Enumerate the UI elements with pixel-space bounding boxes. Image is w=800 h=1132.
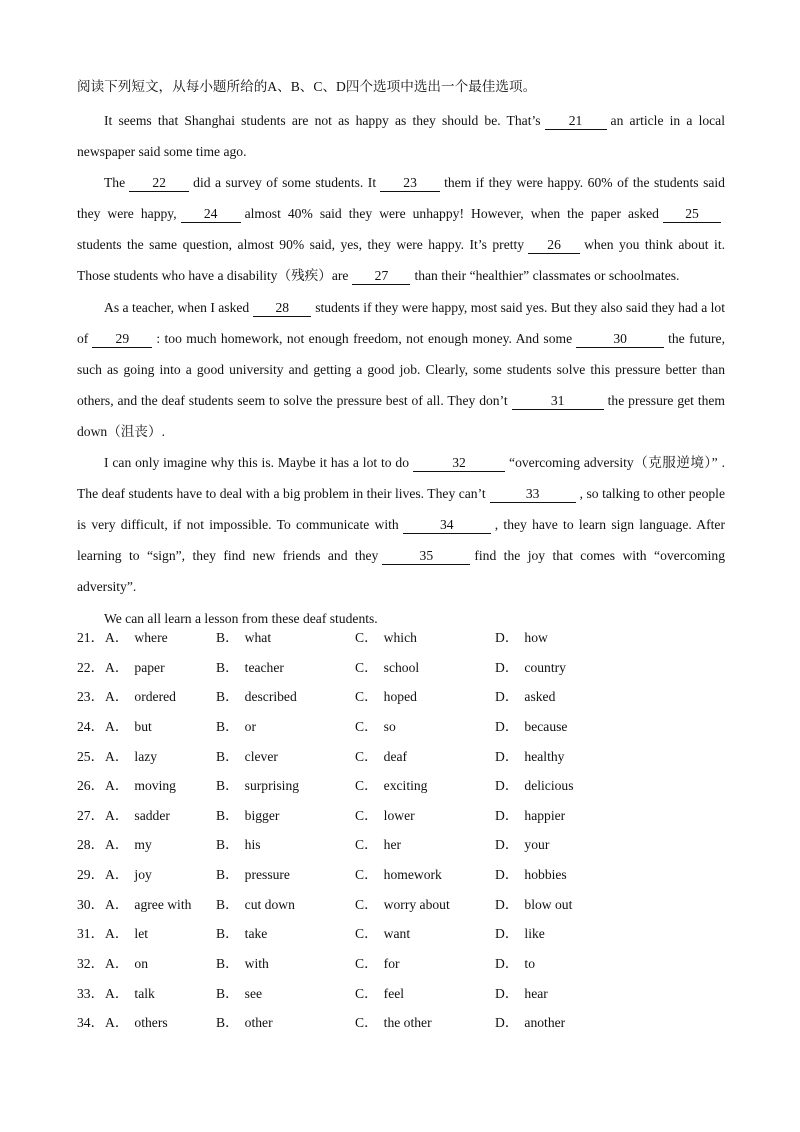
option-b[interactable] — [216, 656, 284, 676]
option-label: B． — [216, 718, 239, 734]
instruction-text: 阅读下列短文，从每小题所给的A、B、C、D四个选项中选出一个最佳选项。 — [77, 79, 537, 94]
option-c[interactable] — [355, 804, 415, 824]
option-text: other — [244, 1015, 273, 1031]
option-text: want — [383, 926, 411, 942]
option-text: talk — [134, 985, 155, 1001]
blank-26: 26 — [528, 236, 580, 254]
question-number: 34． — [77, 1015, 105, 1031]
option-label: D． — [495, 896, 519, 912]
question-row — [77, 745, 737, 775]
option-label: A． — [105, 778, 129, 794]
option-text: the other — [383, 1015, 432, 1031]
option-label: A． — [105, 748, 129, 764]
blank-31: 31 — [512, 392, 604, 410]
option-label: B． — [216, 837, 239, 853]
option-label: D． — [495, 718, 519, 734]
question-row — [77, 893, 737, 923]
option-text: teacher — [244, 659, 284, 675]
option-b[interactable] — [216, 626, 271, 646]
option-label: B． — [216, 985, 239, 1001]
option-text: moving — [134, 778, 176, 794]
blank-34: 34 — [403, 516, 491, 534]
option-text: another — [524, 1015, 566, 1031]
option-label: A． — [105, 956, 129, 972]
blank-25: 25 — [663, 205, 721, 223]
option-c[interactable] — [355, 774, 427, 794]
option-label: A． — [105, 1015, 129, 1031]
option-a[interactable] — [105, 893, 191, 913]
option-a[interactable] — [105, 745, 157, 765]
question-row — [77, 922, 737, 952]
paragraph-5: We can all learn a lesson from these deaf students. — [104, 610, 378, 626]
option-text: blow out — [524, 896, 573, 912]
option-text: agree with — [134, 896, 192, 912]
option-text: others — [134, 1015, 168, 1031]
option-text: but — [134, 718, 152, 734]
option-d[interactable] — [495, 626, 548, 646]
question-row — [77, 626, 737, 656]
option-label: D． — [495, 778, 519, 794]
option-label: B． — [216, 689, 239, 705]
option-c[interactable] — [355, 626, 417, 646]
option-c[interactable] — [355, 922, 410, 942]
option-c[interactable] — [355, 982, 404, 1002]
option-b[interactable] — [216, 893, 295, 913]
option-label: D． — [495, 1015, 519, 1031]
option-b[interactable] — [216, 685, 297, 705]
option-label: D． — [495, 659, 519, 675]
passage — [77, 105, 725, 634]
blank-35: 35 — [382, 547, 470, 565]
option-label: C． — [355, 659, 378, 675]
option-text: lower — [383, 807, 415, 823]
option-text: to — [524, 956, 535, 972]
option-label: B． — [216, 896, 239, 912]
option-text: worry about — [383, 896, 450, 912]
option-text: ordered — [134, 689, 176, 705]
option-text: how — [524, 630, 548, 645]
option-a[interactable] — [105, 626, 168, 646]
option-text: like — [524, 926, 545, 942]
option-b[interactable] — [216, 1011, 273, 1031]
blank-30: 30 — [576, 330, 664, 348]
blank-22: 22 — [129, 174, 189, 192]
option-text: take — [244, 926, 268, 942]
option-b[interactable] — [216, 833, 261, 853]
question-row — [77, 656, 737, 686]
question-number: 25． — [77, 748, 105, 764]
option-label: B． — [216, 1015, 239, 1031]
option-b[interactable] — [216, 715, 256, 735]
option-text: joy — [134, 867, 152, 883]
option-label: A． — [105, 985, 129, 1001]
option-d[interactable] — [495, 685, 555, 705]
option-b[interactable] — [216, 804, 279, 824]
option-a[interactable] — [105, 863, 152, 883]
option-a[interactable] — [105, 982, 155, 1002]
option-a[interactable] — [105, 922, 148, 942]
option-text: happier — [524, 807, 566, 823]
question-row — [77, 1011, 737, 1041]
question-number: 23． — [77, 689, 105, 705]
option-text: with — [244, 956, 269, 972]
question-row — [77, 982, 737, 1012]
option-label: B． — [216, 926, 239, 942]
option-text: on — [134, 956, 149, 972]
option-a[interactable] — [105, 1011, 168, 1031]
option-text: asked — [524, 689, 556, 705]
option-a[interactable] — [105, 804, 170, 824]
option-label: A． — [105, 896, 129, 912]
option-label: B． — [216, 748, 239, 764]
option-b[interactable] — [216, 745, 278, 765]
option-label: A． — [105, 689, 129, 705]
option-a[interactable] — [105, 715, 152, 735]
option-c[interactable] — [355, 952, 400, 972]
question-list — [77, 626, 737, 1041]
option-label: A． — [105, 867, 129, 883]
option-label: B． — [216, 630, 239, 645]
option-a[interactable] — [105, 656, 165, 676]
option-text: hobbies — [524, 867, 567, 883]
option-b[interactable] — [216, 952, 269, 972]
option-label: B． — [216, 807, 239, 823]
option-text: because — [524, 718, 568, 734]
option-label: D． — [495, 689, 519, 705]
option-d[interactable] — [495, 715, 567, 735]
question-row — [77, 685, 737, 715]
option-label: B． — [216, 778, 239, 794]
blank-24: 24 — [181, 205, 241, 223]
option-label: C． — [355, 837, 378, 853]
option-text: country — [524, 659, 566, 675]
option-text: healthy — [524, 748, 565, 764]
option-c[interactable] — [355, 656, 419, 676]
option-text: clever — [244, 748, 278, 764]
option-text: described — [244, 689, 297, 705]
question-row — [77, 715, 737, 745]
blank-28: 28 — [253, 299, 311, 317]
option-label: B． — [216, 659, 239, 675]
option-a[interactable] — [105, 774, 176, 794]
option-d[interactable] — [495, 804, 565, 824]
option-a[interactable] — [105, 833, 152, 853]
option-label: C． — [355, 926, 378, 942]
option-label: A． — [105, 659, 129, 675]
paragraph-4: I can only imagine why this is. Maybe it has a lot to do 32 “overcoming adversity（克服逆境）” . The deaf students have to deal with a big problem in their lives. They can’t 33 , so talking to other people is very difficult, if not impossible. To communicate with 34 , they have to learn sign language. After learning to “sign”, they find new friends and they 35 find the joy that comes with “overcoming adversity”. — [77, 455, 725, 595]
option-text: bigger — [244, 807, 280, 823]
question-number: 21． — [77, 630, 105, 645]
option-c[interactable] — [355, 1011, 432, 1031]
blank-23: 23 — [380, 174, 440, 192]
option-d[interactable] — [495, 833, 549, 853]
option-label: A． — [105, 837, 129, 853]
option-text: or — [244, 718, 256, 734]
option-a[interactable] — [105, 952, 148, 972]
option-a[interactable] — [105, 685, 176, 705]
blank-29: 29 — [92, 330, 152, 348]
paragraph-1: It seems that Shanghai students are not as happy as they should be. That’s 21 an article in a local newspaper said some time ago. — [77, 113, 725, 160]
option-text: where — [134, 630, 168, 645]
option-text: his — [244, 837, 261, 853]
question-row — [77, 774, 737, 804]
option-c[interactable] — [355, 715, 396, 735]
option-text: surprising — [244, 778, 300, 794]
option-label: D． — [495, 956, 519, 972]
option-label: A． — [105, 926, 129, 942]
blank-27: 27 — [352, 267, 410, 285]
option-text: paper — [134, 659, 165, 675]
option-label: C． — [355, 807, 378, 823]
option-d[interactable] — [495, 656, 566, 676]
option-text: hear — [524, 985, 548, 1001]
option-text: school — [383, 659, 420, 675]
option-d[interactable] — [495, 745, 564, 765]
option-text: what — [244, 630, 272, 645]
option-label: C． — [355, 689, 378, 705]
paragraph-3: As a teacher, when I asked 28 students if they were happy, most said yes. But they also said they had a lot of 29 : too much homework, not enough freedom, not enough money. And some 30 the future, such as going into a good university and getting a good job. Clearly, some students solve this pressure better than others, and the deaf students seem to solve the pressure best of all. They don’t 31 the pressure get them down（沮丧）. — [77, 299, 726, 439]
question-number: 24． — [77, 718, 105, 734]
option-label: C． — [355, 630, 378, 645]
option-text: cut down — [244, 896, 295, 912]
option-c[interactable] — [355, 745, 407, 765]
option-label: A． — [105, 630, 129, 645]
option-d[interactable] — [495, 893, 572, 913]
option-text: deaf — [383, 748, 408, 764]
option-label: C． — [355, 896, 378, 912]
option-label: C． — [355, 778, 378, 794]
question-number: 29． — [77, 867, 105, 883]
question-number: 30． — [77, 896, 105, 912]
option-b[interactable] — [216, 922, 267, 942]
option-b[interactable] — [216, 863, 290, 883]
question-row — [77, 863, 737, 893]
option-label: D． — [495, 748, 519, 764]
blank-33: 33 — [490, 485, 576, 503]
option-label: D． — [495, 837, 519, 853]
question-number: 33． — [77, 985, 105, 1001]
option-d[interactable] — [495, 1011, 565, 1031]
question-number: 28． — [77, 837, 105, 853]
option-d[interactable] — [495, 774, 574, 794]
question-row — [77, 804, 737, 834]
option-text: sadder — [134, 807, 170, 823]
option-text: pressure — [244, 867, 290, 883]
option-text: see — [244, 985, 263, 1001]
option-d[interactable] — [495, 952, 535, 972]
option-label: C． — [355, 867, 378, 883]
option-text: homework — [383, 867, 442, 883]
option-c[interactable] — [355, 685, 417, 705]
option-text: hoped — [383, 689, 417, 705]
question-number: 26． — [77, 778, 105, 794]
blank-21: 21 — [545, 112, 607, 130]
question-number: 22． — [77, 659, 105, 675]
option-label: D． — [495, 807, 519, 823]
blank-32: 32 — [413, 454, 505, 472]
option-text: delicious — [524, 778, 574, 794]
option-text: your — [524, 837, 550, 853]
paragraph-2: The 22 did a survey of some students. It 23 them if they were happy. 60% of the students said they were happy, 24 almost 40% said they were unhappy! However, when the paper asked 25students the same question, almost 90% said, yes, they were happy. It’s pretty 26 when you think about it. Those students who have a disability（残疾）are 27 than their “healthier” classmates or schoolmates. — [77, 175, 725, 284]
question-number: 32． — [77, 956, 105, 972]
question-row — [77, 833, 737, 863]
option-text: for — [383, 956, 400, 972]
option-c[interactable] — [355, 833, 401, 853]
option-label: C． — [355, 985, 378, 1001]
option-d[interactable] — [495, 922, 545, 942]
option-label: B． — [216, 956, 239, 972]
option-label: C． — [355, 718, 378, 734]
option-d[interactable] — [495, 982, 548, 1002]
option-c[interactable] — [355, 893, 450, 913]
option-label: C． — [355, 956, 378, 972]
question-number: 31． — [77, 926, 105, 942]
option-c[interactable] — [355, 863, 442, 883]
option-label: D． — [495, 985, 519, 1001]
option-label: A． — [105, 718, 129, 734]
option-label: D． — [495, 867, 519, 883]
option-text: my — [134, 837, 152, 853]
option-b[interactable] — [216, 982, 262, 1002]
option-text: feel — [383, 985, 405, 1001]
option-label: C． — [355, 748, 378, 764]
option-text: lazy — [134, 748, 158, 764]
option-b[interactable] — [216, 774, 299, 794]
option-label: C． — [355, 1015, 378, 1031]
option-d[interactable] — [495, 863, 567, 883]
option-text: which — [383, 630, 417, 645]
option-label: D． — [495, 630, 519, 645]
question-row — [77, 952, 737, 982]
option-text: let — [134, 926, 149, 942]
option-label: B． — [216, 867, 239, 883]
option-text: so — [383, 718, 396, 734]
option-label: A． — [105, 807, 129, 823]
question-number: 27． — [77, 807, 105, 823]
option-text: her — [383, 837, 402, 853]
option-label: D． — [495, 926, 519, 942]
option-text: exciting — [383, 778, 428, 794]
